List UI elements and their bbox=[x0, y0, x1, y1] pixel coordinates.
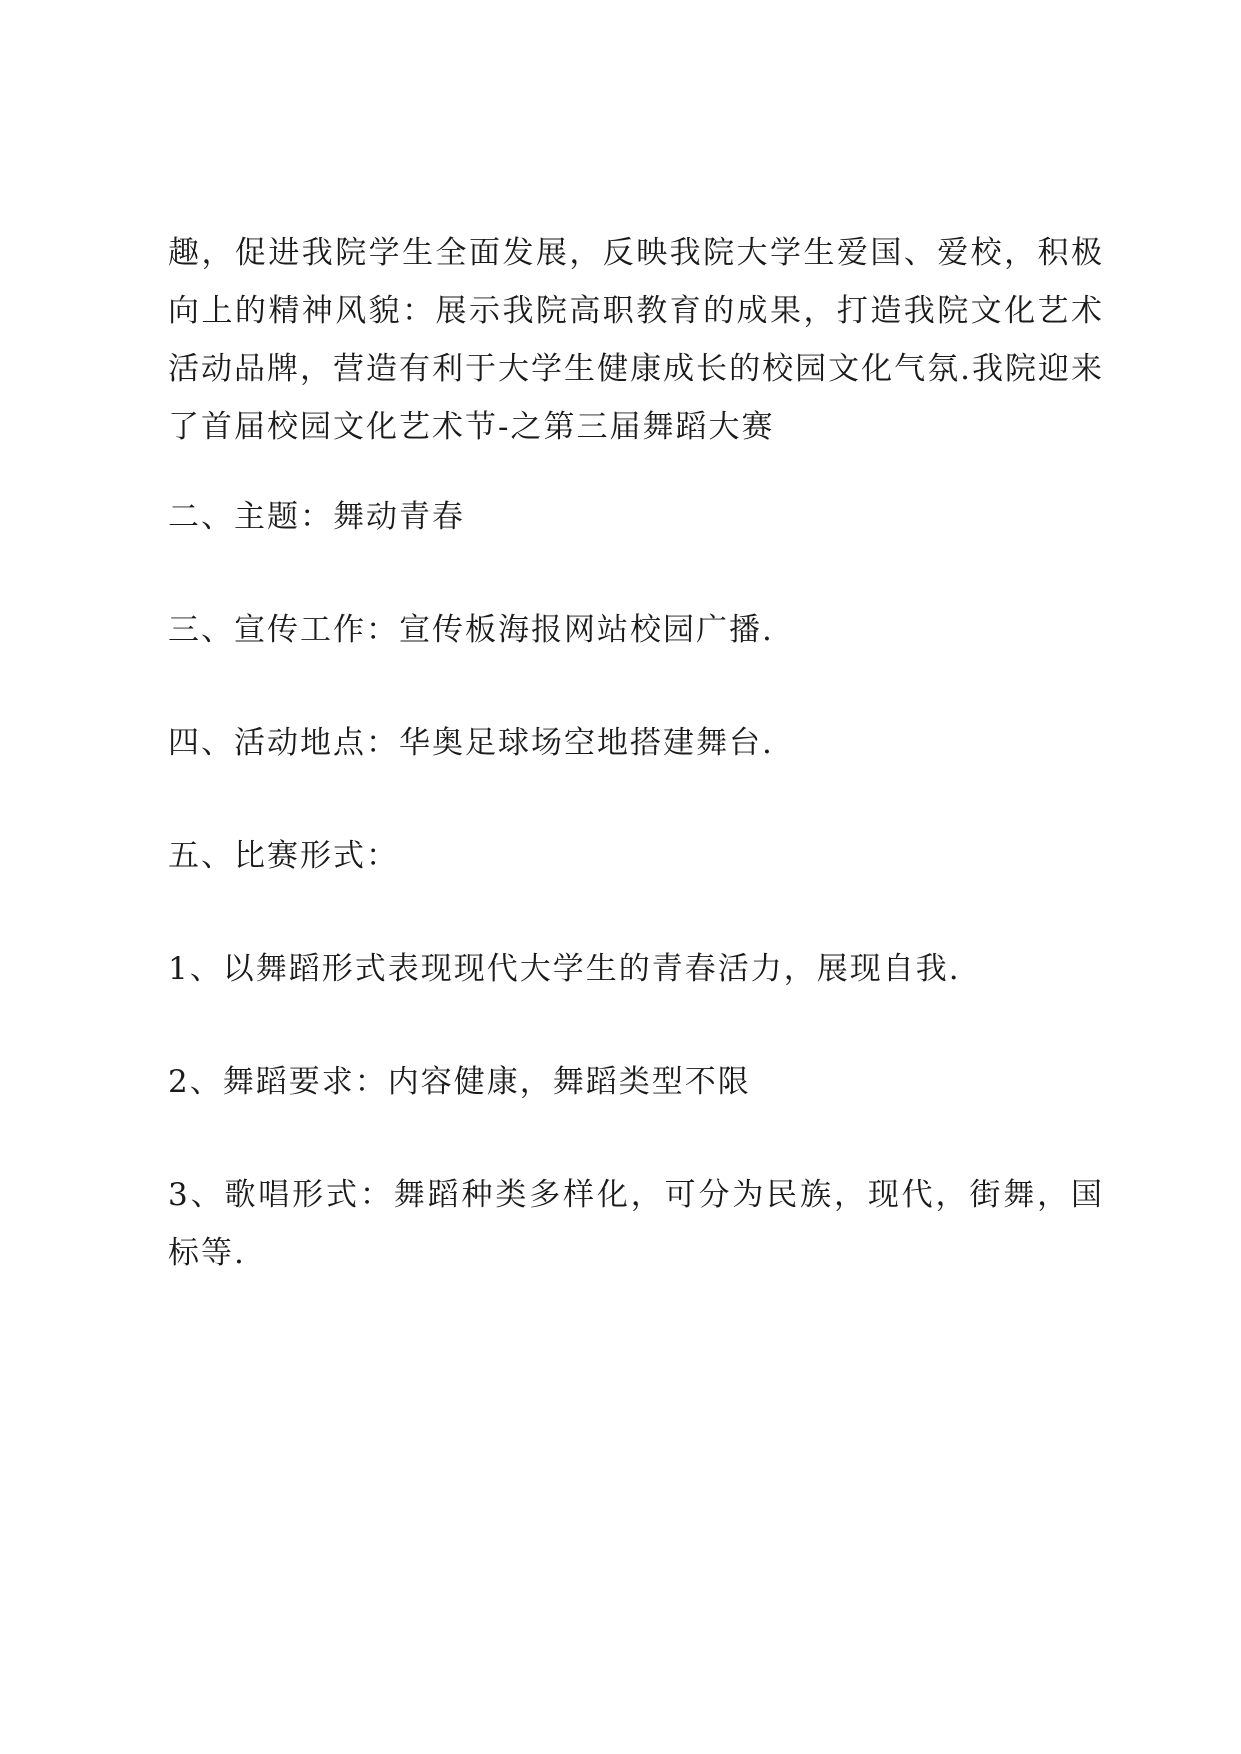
section-theme: 二、主题：舞动青春 bbox=[168, 499, 465, 535]
section-location: 四、活动地点：华奥足球场空地搭建舞台. bbox=[168, 725, 774, 761]
section-format: 五、比赛形式： bbox=[168, 838, 399, 874]
section-publicity: 三、宣传工作：宣传板海报网站校园广播. bbox=[168, 612, 774, 648]
intro-paragraph: 趣，促进我院学生全面发展，反映我院大学生爱国、爱校，积极向上的精神风貌：展示我院高职教育的成果，打造我院文化艺术活动品牌，营造有利于大学生健康成长的校园文化气氛.我院迎来了首届校园文化艺术节-之第三届舞蹈大赛 bbox=[168, 235, 1104, 445]
list-item-3: 3、歌唱形式：舞蹈种类多样化，可分为民族，现代，街舞，国标等. bbox=[168, 1177, 1104, 1271]
list-item-2: 2、舞蹈要求：内容健康，舞蹈类型不限 bbox=[168, 1064, 751, 1100]
list-item-1: 1、以舞蹈形式表现现代大学生的青春活力，展现自我. bbox=[168, 951, 961, 987]
